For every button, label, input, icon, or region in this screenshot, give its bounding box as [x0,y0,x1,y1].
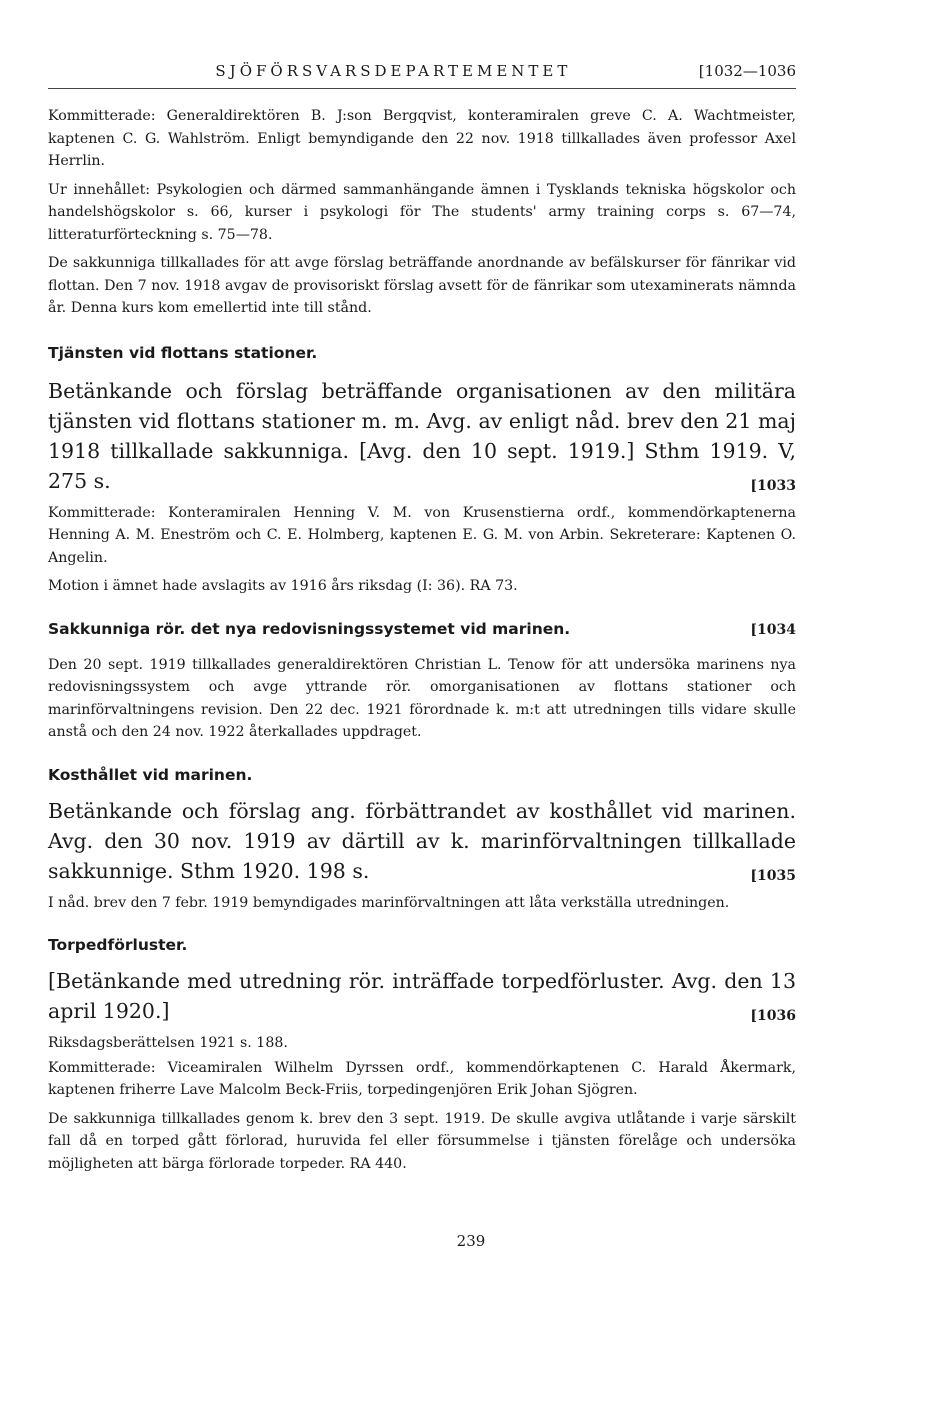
motion-1033: Motion i ämnet hade avslagits av 1916 års riksdag (I: 36). RA 73. [48,578,518,594]
page [48,62,796,1175]
title-1036: [Betänkande med utredning rör. inträffade torpedförluster. Avg. den 13 april 1920.] [48,969,796,1023]
entry-number-1033: [1033 [750,477,796,494]
running-head: SJÖFÖRSVARSDEPARTEMENTET [215,62,572,80]
entry-number-1035: [1035 [750,867,796,884]
entry-number-1036: [1036 [750,1008,796,1024]
page-header [48,62,796,89]
committee-1033: Kommitterade: Konteramiralen Henning V. M. von Krusenstierna ordf., kommendörkaptenerna Henning A. M. Eneström och C. E. Holmberg, kaptenen E. G. M. von Arbin. Sekreterare: Kaptenen O. Angelin. [48,504,796,566]
heading-1035: Kosthållet vid marinen. [48,765,253,784]
entry-range: [1032—1036 [698,62,796,80]
text-1034: Den 20 sept. 1919 tillkallades generaldirektören Christian L. Tenow för att undersöka marinens nya redovisningssystem och avge yttrande rör. omorganisationen av flottans stationer och marinförvaltningens revision. Den 22 dec. 1921 förordnade k. m:t att utredningen tills vidare skulle anstå och den 24 nov. 1922 återkallades uppdraget. [48,656,796,740]
committee-1032: Kommitterade: Generaldirektören B. J:son Bergqvist, konteramiralen greve C. A. Wachtmeister, kaptenen C. G. Wahlström. Enligt bemyndigande den 22 nov. 1918 tillkallades även professor Axel Herrlin. [48,108,796,169]
heading-1036: Torpedförluster. [48,936,188,954]
experts-1032: De sakkunniga tillkallades för att avge förslag beträffande anordnande av befälskurser för fänrikar vid flottan. Den 7 nov. 1918 avgav de provisoriskt förslag avsett för de fänrikar som utexaminerats nämnda år. Denna kurs kom emellertid inte till stånd. [48,255,796,316]
heading-1034: Sakkunniga rör. det nya redovisningssystemet vid marinen. [48,619,571,638]
contents-1032: Ur innehållet: Psykologien och därmed sammanhängande ämnen i Tysklands tekniska högskolor och handelshögskolor s. 66, kurser i psykologi för The students' army training corps s. 67—74, litteraturförteckning s. 75—78. [48,181,796,243]
committee-1036: Kommitterade: Viceamiralen Wilhelm Dyrssen ordf., kommendörkaptenen C. Harald Åkermark, kaptenen friherre Lave Malcolm Beck-Friis, torpedingenjören Erik Johan Sjögren. [48,1059,796,1098]
entry-1033 [48,376,796,496]
entry-number-1034: [1034 [750,621,796,638]
report-1036: Riksdagsberättelsen 1921 s. 188. [48,1035,288,1051]
heading-1033: Tjänsten vid flottans stationer. [48,343,318,362]
heading-row-1034 [48,620,796,638]
page-number: 239 [456,1232,486,1250]
title-1035: Betänkande och förslag ang. förbättrandet av kosthållet vid marinen. Avg. den 30 nov. 1919 av därtill av k. marinförvaltningen tillkallade sakkunnige. Sthm 1920. 198 s. [48,798,796,883]
text-1035: I nåd. brev den 7 febr. 1919 bemyndigades marinförvaltningen att låta verkställa utredningen. [48,894,730,911]
text-1036: De sakkunniga tillkallades genom k. brev den 3 sept. 1919. De skulle avgiva utlåtande i varje särskilt fall då en torped gått förlorad, huruvida fel eller försummelse i tjänsten förelåge och undersöka möjligheten att bärga förlorade torpeder. RA 440. [48,1110,796,1172]
entry-1035 [48,796,796,886]
entry-1036 [48,966,796,1026]
title-1033: Betänkande och förslag beträffande organisationen av den militära tjänsten vid flottans stationer m. m. Avg. av enligt nåd. brev den 21 maj 1918 tillkallade sakkunniga. [Avg. den 10 sept. 1919.] Sthm 1919. V, 275 s. [48,378,796,493]
